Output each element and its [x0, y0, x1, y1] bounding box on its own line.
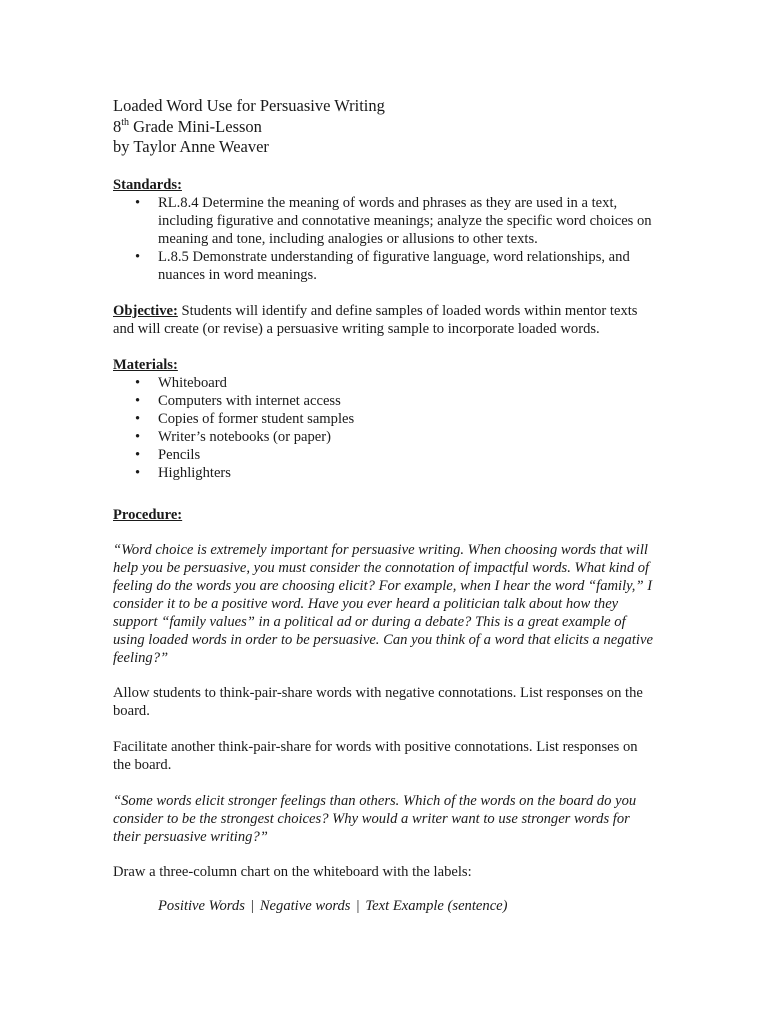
objective-paragraph [113, 302, 658, 338]
standards-item: • L.8.5 Demonstrate understanding of figurative language, word relationships, and nuances in word meanings. [113, 248, 658, 284]
procedure-heading: Procedure: [113, 507, 183, 523]
materials-item: • Writer’s notebooks (or paper) [113, 428, 658, 446]
materials-item: • Whiteboard [113, 374, 658, 392]
procedure-paragraph-2: Facilitate another think-pair-share for words with positive connotations. List responses on the board. [113, 739, 638, 773]
materials-heading: Materials: [113, 357, 178, 373]
objective-text: Students will identify and define samples of loaded words within mentor texts and will create (or revise) a persuasive writing sample to incorporate loaded words. [113, 303, 638, 337]
chart-label-negative: Negative words [259, 898, 351, 914]
grade-rest: Grade Mini-Lesson [129, 116, 262, 136]
chart-label-text-example: Text Example (sentence) [365, 898, 508, 914]
standards-heading: Standards: [113, 177, 182, 193]
materials-item: • Copies of former student samples [113, 410, 658, 428]
objective-heading: Objective: [113, 303, 178, 319]
materials-item: • Pencils [113, 446, 658, 464]
grade-superscript: th [121, 116, 130, 128]
materials-section [113, 356, 658, 482]
document-title: Loaded Word Use for Persuasive Writing [113, 96, 385, 115]
procedure-paragraph-1: Allow students to think-pair-share words with negative connotations. List responses on the board. [113, 685, 643, 719]
grade-number: 8 [113, 116, 122, 136]
objective-section [113, 302, 658, 338]
standards-section [113, 176, 658, 284]
label-separator: | [356, 898, 360, 914]
procedure-quote-2: “Some words elicit stronger feelings than others. Which of the words on the board do you consider to be the strongest choices? Why would a writer want to use stronger words for their persuasive writing?” [113, 793, 637, 845]
chart-labels-line [158, 897, 508, 915]
author-line: by Taylor Anne Weaver [113, 137, 269, 156]
procedure-quote-1: “Word choice is extremely important for persuasive writing. When choosing words that will help you be persuasive, you must consider the connotation of impactful words. What kind of feeling do the words you are choosing elicit? For example, when I hear the word “family,” I consider it to be a positive word. Have you ever heard a politician talk about how they support “family values” in a political ad or during a debate? This is a great example of using loaded words in order to be persuasive. Can you think of a word that elicits a negative feeling?” [113, 542, 653, 666]
document-title-block [113, 96, 385, 158]
label-separator: | [250, 898, 254, 914]
standards-list [113, 194, 658, 284]
procedure-paragraph-3: Draw a three-column chart on the whiteboard with the labels: [113, 864, 472, 880]
chart-label-positive: Positive Words [158, 898, 245, 914]
standards-item: • RL.8.4 Determine the meaning of words and phrases as they are used in a text, including figurative and connotative meanings; analyze the specific word choices on meaning and tone, including analogies or allusions to other texts. [113, 194, 658, 248]
materials-item: • Computers with internet access [113, 392, 658, 410]
grade-line [113, 117, 385, 138]
materials-list [113, 374, 658, 482]
materials-item: • Highlighters [113, 464, 658, 482]
procedure-heading-wrap [113, 506, 658, 524]
